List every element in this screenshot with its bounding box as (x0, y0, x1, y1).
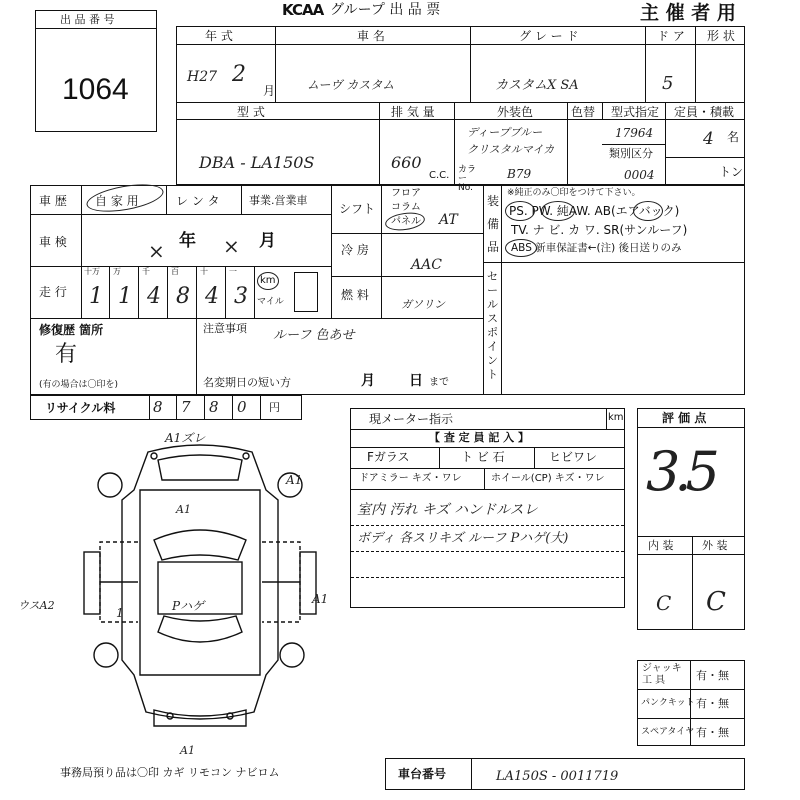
ext-color-line1: ディープブルー (467, 126, 543, 139)
repair-history-hint: (有の場合は〇印を) (39, 380, 119, 390)
km-label[interactable]: km (260, 275, 276, 286)
fuel-label: 燃 料 (341, 288, 369, 302)
type-number: 17964 (615, 126, 654, 140)
inspector-remarks (350, 408, 625, 608)
equipment-label: 装 備 品 (487, 194, 500, 254)
aircon-value: AAC (411, 257, 442, 273)
recycle-fee-row (30, 395, 302, 420)
header-type-number: 型式指定 (611, 105, 660, 119)
spare-tire-option[interactable]: 有・無 (696, 726, 729, 739)
recycle-digit: 0 (237, 398, 247, 416)
door-count: 5 (662, 73, 674, 94)
puncture-kit-label: パンクキット (641, 698, 695, 708)
glass-front: Fガラス (367, 450, 410, 464)
chassis-label: 車台番号 (398, 767, 447, 781)
model-code: DBA - LA150S (199, 153, 315, 172)
mileage-unit-label: 十万 (84, 267, 100, 276)
front-left-wheel (98, 473, 122, 497)
history-label: 車 歴 (39, 194, 67, 208)
notice-label: 注意事項 (203, 322, 247, 335)
mileage-unit-label: 千 (142, 267, 150, 276)
remark-line-2: ボディ 各スリキズ ルーフ Pハゲ(大) (357, 531, 569, 546)
mileage-unit-label: 百 (171, 267, 179, 276)
recycle-digit: 7 (181, 398, 191, 416)
office-note: 事務局預り品は〇印 カギ リモコン ナビロム (60, 766, 280, 779)
shift-label: シフト (339, 202, 376, 216)
meter-unit: km (608, 412, 624, 423)
model-month: 2 (232, 62, 246, 87)
rear-bumper-mark: A1 (180, 744, 195, 757)
ext-color-line2: クリスタルマイカ (467, 143, 555, 156)
inspection-label: 車 検 (39, 235, 67, 249)
recycle-digit-cell (233, 396, 261, 419)
capacity-unit: 名 (727, 130, 740, 144)
header-color-change: 色替 (571, 105, 596, 119)
grade-value: カスタムX SA (495, 78, 579, 93)
recycle-digit: 8 (153, 398, 163, 416)
equipment-note: ※純正のみ〇印をつけて下さい。 (507, 188, 641, 198)
cc-unit: C.C. (429, 170, 450, 181)
mileage-row (81, 266, 331, 318)
header-shape: 形 状 (707, 29, 735, 43)
header-grade: グ レ ー ド (519, 29, 579, 43)
inspection-year: 年 (179, 231, 196, 251)
left-door-mark: 1 (116, 606, 124, 620)
shift-panel-circle (384, 210, 426, 232)
inspection-year-mark: × (148, 239, 165, 263)
recycle-unit: 円 (269, 401, 280, 414)
mileage-end-box (294, 272, 318, 312)
header-door: ド ア (657, 29, 685, 43)
score-label: 評 価 点 (662, 411, 707, 425)
fuel-value: ガソリン (401, 298, 445, 311)
roof-mark: Pハゲ (172, 599, 205, 613)
header-ext-color: 外装色 (497, 105, 534, 119)
mileage-digit: 4 (205, 284, 219, 309)
lot-number-box (35, 10, 157, 132)
equipment-line3[interactable]: ABS 新車保証書←(注) 後日送りのみ (511, 242, 682, 254)
equipment-line1[interactable]: PS. PW. 純AW. AB(エアバック) (509, 204, 680, 218)
exterior-label: 外 装 (702, 539, 728, 552)
lot-number: 1064 (62, 73, 129, 106)
mileage-unit-label: 万 (113, 267, 121, 276)
history-rental[interactable]: レ ン タ (176, 194, 220, 208)
chassis-number-row (385, 758, 745, 790)
puncture-kit-option[interactable]: 有・無 (696, 697, 729, 710)
history-private[interactable]: 自 家 用 (95, 194, 139, 208)
mileage-digit-cell (139, 266, 168, 318)
usage-equipment-block (30, 185, 745, 395)
remark-line-1: 室内 汚れ キズ ハンドルスレ (357, 502, 538, 518)
mileage-digit: 1 (118, 284, 132, 309)
recycle-digit-cell (205, 396, 233, 419)
right-fender-mark: A1 (286, 473, 303, 487)
month-unit: 月 (263, 84, 276, 98)
pw-circle (541, 201, 575, 221)
glass-crack[interactable]: ヒビワレ (549, 450, 598, 464)
notice-value: ルーフ 色あせ (273, 328, 355, 343)
lot-number-label: 出 品 番 号 (60, 13, 115, 26)
mileage-digit-cell (110, 266, 139, 318)
inspection-month-mark: × (223, 234, 240, 258)
glass-stone-chip[interactable]: ト ビ 石 (461, 450, 505, 464)
windshield (154, 530, 246, 560)
recycle-digit-cell (177, 396, 205, 419)
spare-tire-label: スペアタイヤ (641, 727, 695, 737)
equipment-line2[interactable]: TV. ナ ビ. カ ワ. SR(サンルーフ) (511, 223, 688, 237)
form-title: グループ 出 品 票 (330, 2, 441, 18)
interior-grade: C (656, 591, 672, 615)
model-year: H27 (187, 69, 218, 85)
deadline-until: まで (429, 377, 449, 388)
header-car-name: 車 名 (357, 29, 385, 43)
deadline-day: 日 (409, 373, 423, 389)
mileage-digit-cell (226, 266, 255, 318)
class-label: 類別区分 (609, 147, 653, 160)
mileage-digit-cell (81, 266, 110, 318)
exterior-grade: C (706, 587, 726, 617)
history-business[interactable]: 事業.営業車 (249, 194, 308, 207)
left-side-mark: ウスA2 (18, 599, 55, 612)
aircon-label: 冷 房 (341, 243, 369, 257)
car-name-value: ムーヴ カスタム (307, 78, 395, 92)
rear-right-wheel (280, 643, 304, 667)
mileage-digit-cell (197, 266, 226, 318)
mileage-digit: 4 (147, 284, 161, 309)
rear-left-wheel (94, 643, 118, 667)
right-side-mark: A1 (312, 592, 329, 606)
ton-unit: トン (719, 165, 744, 179)
meter-label: 現メーター指示 (369, 412, 454, 426)
displacement-value: 660 (391, 153, 422, 172)
recycle-digits (149, 396, 301, 419)
class-number: 0004 (624, 168, 655, 182)
abs-circle (505, 239, 537, 257)
mileage-label: 走 行 (39, 285, 67, 299)
header-displacement: 排 気 量 (391, 105, 435, 119)
tools-table (637, 660, 745, 746)
mileage-unit-label: 一 (229, 267, 237, 276)
recycle-fee-label: リサイクル料 (45, 401, 116, 415)
mileage-digit: 3 (234, 284, 248, 309)
header-model: 型 式 (237, 105, 265, 119)
jack-tools-option[interactable]: 有・無 (696, 669, 729, 682)
wheel-label[interactable]: ホイール(CP) キズ・ワレ (491, 473, 605, 484)
chassis-number: LA150S - 0011719 (496, 769, 619, 784)
mileage-digit: 8 (176, 284, 190, 309)
history-private-circle (85, 179, 166, 216)
repair-history-value: 有 (55, 342, 78, 367)
overall-score: 3.5 (646, 440, 714, 503)
recycle-digit-cell (149, 396, 177, 419)
inspector-heading: 【 査 定 員 記 入 】 (429, 431, 529, 444)
deadline-label: 名変期日の短い方 (203, 376, 291, 389)
shift-floor[interactable]: フロア (391, 188, 421, 199)
shift-panel[interactable]: パネル (391, 216, 421, 227)
score-box (637, 408, 745, 630)
mileage-digit: 1 (89, 284, 103, 309)
shift-column[interactable]: コラム (391, 202, 421, 213)
header-year: 年 式 (205, 29, 233, 43)
mile-label[interactable]: マイル (257, 297, 284, 307)
color-number: B79 (507, 167, 532, 181)
kcaa-logo: KCAA (282, 1, 324, 19)
hood-mark: A1 (176, 503, 191, 516)
inspection-month: 月 (259, 231, 276, 251)
car-body-outline (122, 445, 278, 719)
shift-value: AT (439, 212, 458, 228)
ps-circle (505, 201, 535, 221)
sales-point-label: セールスポイント (487, 270, 498, 381)
color-number-label: カラー No. (458, 165, 477, 193)
repair-history-label: 修復歴 箇所 (39, 323, 104, 337)
header-capacity: 定員・積載 (674, 105, 735, 119)
capacity-value: 4 (703, 129, 714, 149)
mileage-unit-label: 十 (200, 267, 208, 276)
organizer-label: 主 催 者 用 (640, 2, 736, 24)
deadline-month: 月 (361, 373, 375, 389)
ab-circle (633, 201, 663, 221)
jack-tools-label: ジャッキ 工 具 (642, 663, 682, 686)
front-bumper-mark: A1ズレ (165, 431, 206, 445)
interior-label: 内 装 (648, 539, 674, 552)
mileage-digit-cell (168, 266, 197, 318)
recycle-digit: 8 (209, 398, 219, 416)
door-mirror-label[interactable]: ドアミラー キズ・ワレ (359, 473, 462, 484)
rear-window (158, 616, 242, 642)
